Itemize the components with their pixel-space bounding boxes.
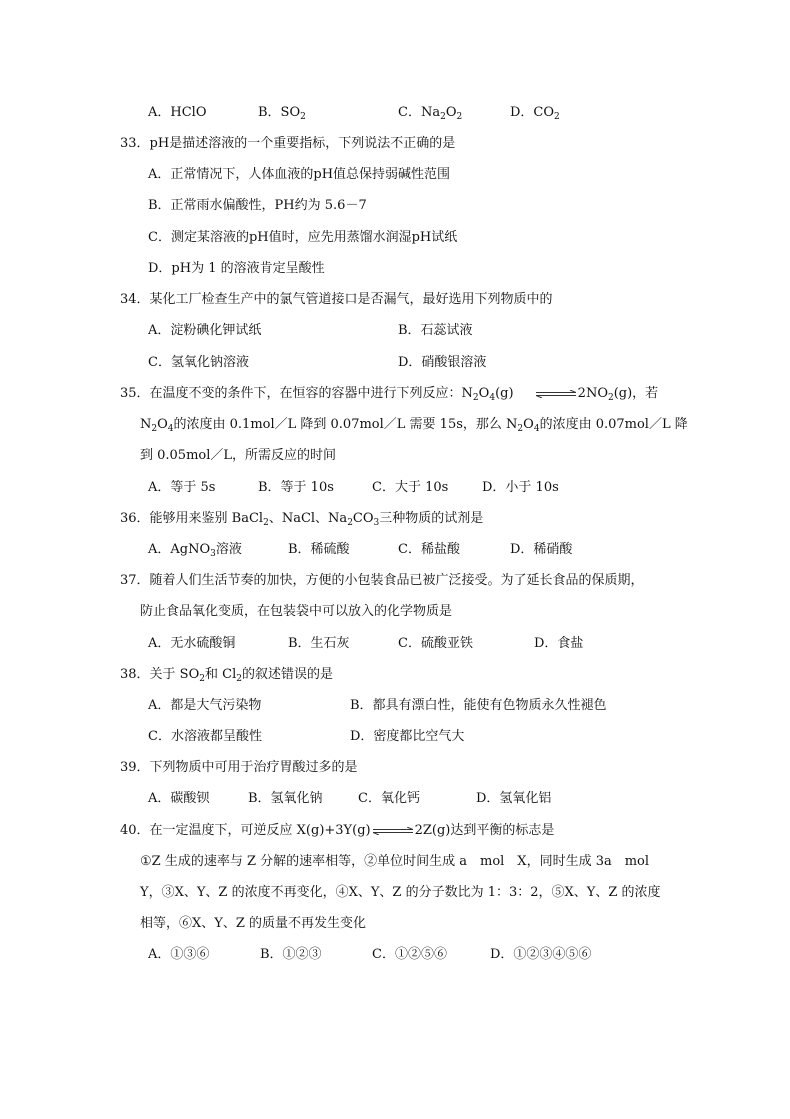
q40-stem-line2: ①Z 生成的速率与 Z 分解的速率相等，②单位时间生成 a mol X，同时生成 3a mol (140, 854, 650, 869)
q35-stem-line3: 到 0.05mol／L，所需反应的时间 (140, 448, 337, 463)
q40-option-d: D．①②③④⑤⑥ (490, 947, 592, 962)
q34-option-c: C．氢氧化钠溶液 (148, 355, 249, 370)
q38-option-b: B．都具有漂白性，能使有色物质永久性褪色 (350, 698, 607, 713)
q34-option-a: A．淀粉碘化钾试纸 (148, 323, 262, 338)
q35-option-c: C．大于 10s (372, 480, 449, 495)
q39-option-c: C．氧化钙 (358, 791, 420, 806)
q40-option-c: C．①②⑤⑥ (372, 947, 447, 962)
q37-option-c: C．硫酸亚铁 (398, 636, 473, 651)
q32-option-a: A．HClO (148, 105, 207, 120)
q37-stem-line2: 防止食品氧化变质，在包装袋中可以放入的化学物质是 (140, 604, 453, 619)
q35-stem-line1: 35．在温度不变的条件下，在恒容的容器中进行下列反应：$N_2O_4(g)$ $2NO_2(g)$，若 (120, 386, 659, 403)
q33-option-d: D．pH为 1 的溶液肯定呈酸性 (148, 261, 325, 276)
q32-option-c: C．$Na_2O_2$ (398, 105, 463, 122)
q36-option-c: C．稀盐酸 (398, 542, 460, 557)
q39-option-b: B．氢氧化钠 (248, 791, 323, 806)
q37-option-b: B．生石灰 (288, 636, 350, 651)
q40-stem-line4: 相等，⑥X、Y、Z 的质量不再发生变化 (140, 916, 367, 931)
q34-option-d: D．硝酸银溶液 (398, 355, 487, 370)
q38-option-a: A．都是大气污染物 (148, 698, 262, 713)
q32-option-d: D．$CO_2$ (510, 105, 560, 122)
q35-option-a: A．等于 5s (148, 480, 216, 495)
reversible-arrow-icon (536, 390, 576, 398)
q40-option-b: B．①②③ (260, 947, 322, 962)
q34-stem: 34．某化工厂检查生产中的氯气管道接口是否漏气，最好选用下列物质中的 (120, 292, 553, 307)
q39-option-a: A．碳酸钡 (148, 791, 210, 806)
q33-option-a: A．正常情况下，人体血液的pH值总保持弱碱性范围 (148, 167, 451, 182)
q37-option-a: A．无水硫酸铜 (148, 636, 236, 651)
q35-option-b: B．等于 10s (258, 480, 334, 495)
q35-option-d: D．小于 10s (482, 480, 559, 495)
q40-option-a: A．①③⑥ (148, 947, 210, 962)
q37-option-d: D．食盐 (534, 636, 584, 651)
q39-stem: 39．下列物质中可用于治疗胃酸过多的是 (120, 760, 358, 775)
q37-stem-line1: 37．随着人们生活节奏的加快，方便的小包装食品已被广泛接受。为了延长食品的保质期， (120, 573, 644, 588)
q36-option-b: B．稀硫酸 (288, 542, 350, 557)
q39-option-d: D．氢氧化铝 (476, 791, 552, 806)
q33-option-c: C．测定某溶液的pH值时，应先用蒸馏水润湿pH试纸 (148, 230, 458, 245)
q34-option-b: B．石蕊试液 (398, 323, 473, 338)
q40-stem-line1: 40．在一定温度下，可逆反应 X(g)+3Y(g) 2Z(g)达到平衡的标志是 (120, 823, 555, 838)
q33-option-b: B．正常雨水偏酸性，PH约为 5.6－7 (148, 198, 367, 213)
q33-stem: 33．pH是描述溶液的一个重要指标，下列说法不正确的是 (120, 136, 456, 151)
q38-option-d: D．密度都比空气大 (350, 729, 465, 744)
q36-option-d: D．稀硝酸 (510, 542, 573, 557)
q36-option-a: A．AgNO$_3$溶液 (148, 542, 242, 559)
q38-stem: 38．关于 $SO_2$和 $Cl_2$的叙述错误的是 (120, 667, 333, 684)
q36-stem: 36．能够用来鉴别 BaCl$_2$、NaCl、$Na_2CO_3$三种物质的试剂是 (120, 511, 484, 528)
q38-option-c: C．水溶液都呈酸性 (148, 729, 262, 744)
q32-option-b: B．$SO_2$ (258, 105, 306, 122)
reversible-arrow-icon (373, 827, 413, 835)
q35-stem-line2: $N_2O_4$的浓度由 0.1mol／L 降到 0.07mol／L 需要 15s，那么 $N_2O_4$的浓度由 0.07mol／L 降 (140, 417, 688, 434)
q40-stem-line3: Y，③X、Y、Z 的浓度不再变化，④X、Y、Z 的分子数比为 1：3：2，⑤X、Y、Z 的浓度 (140, 885, 661, 900)
